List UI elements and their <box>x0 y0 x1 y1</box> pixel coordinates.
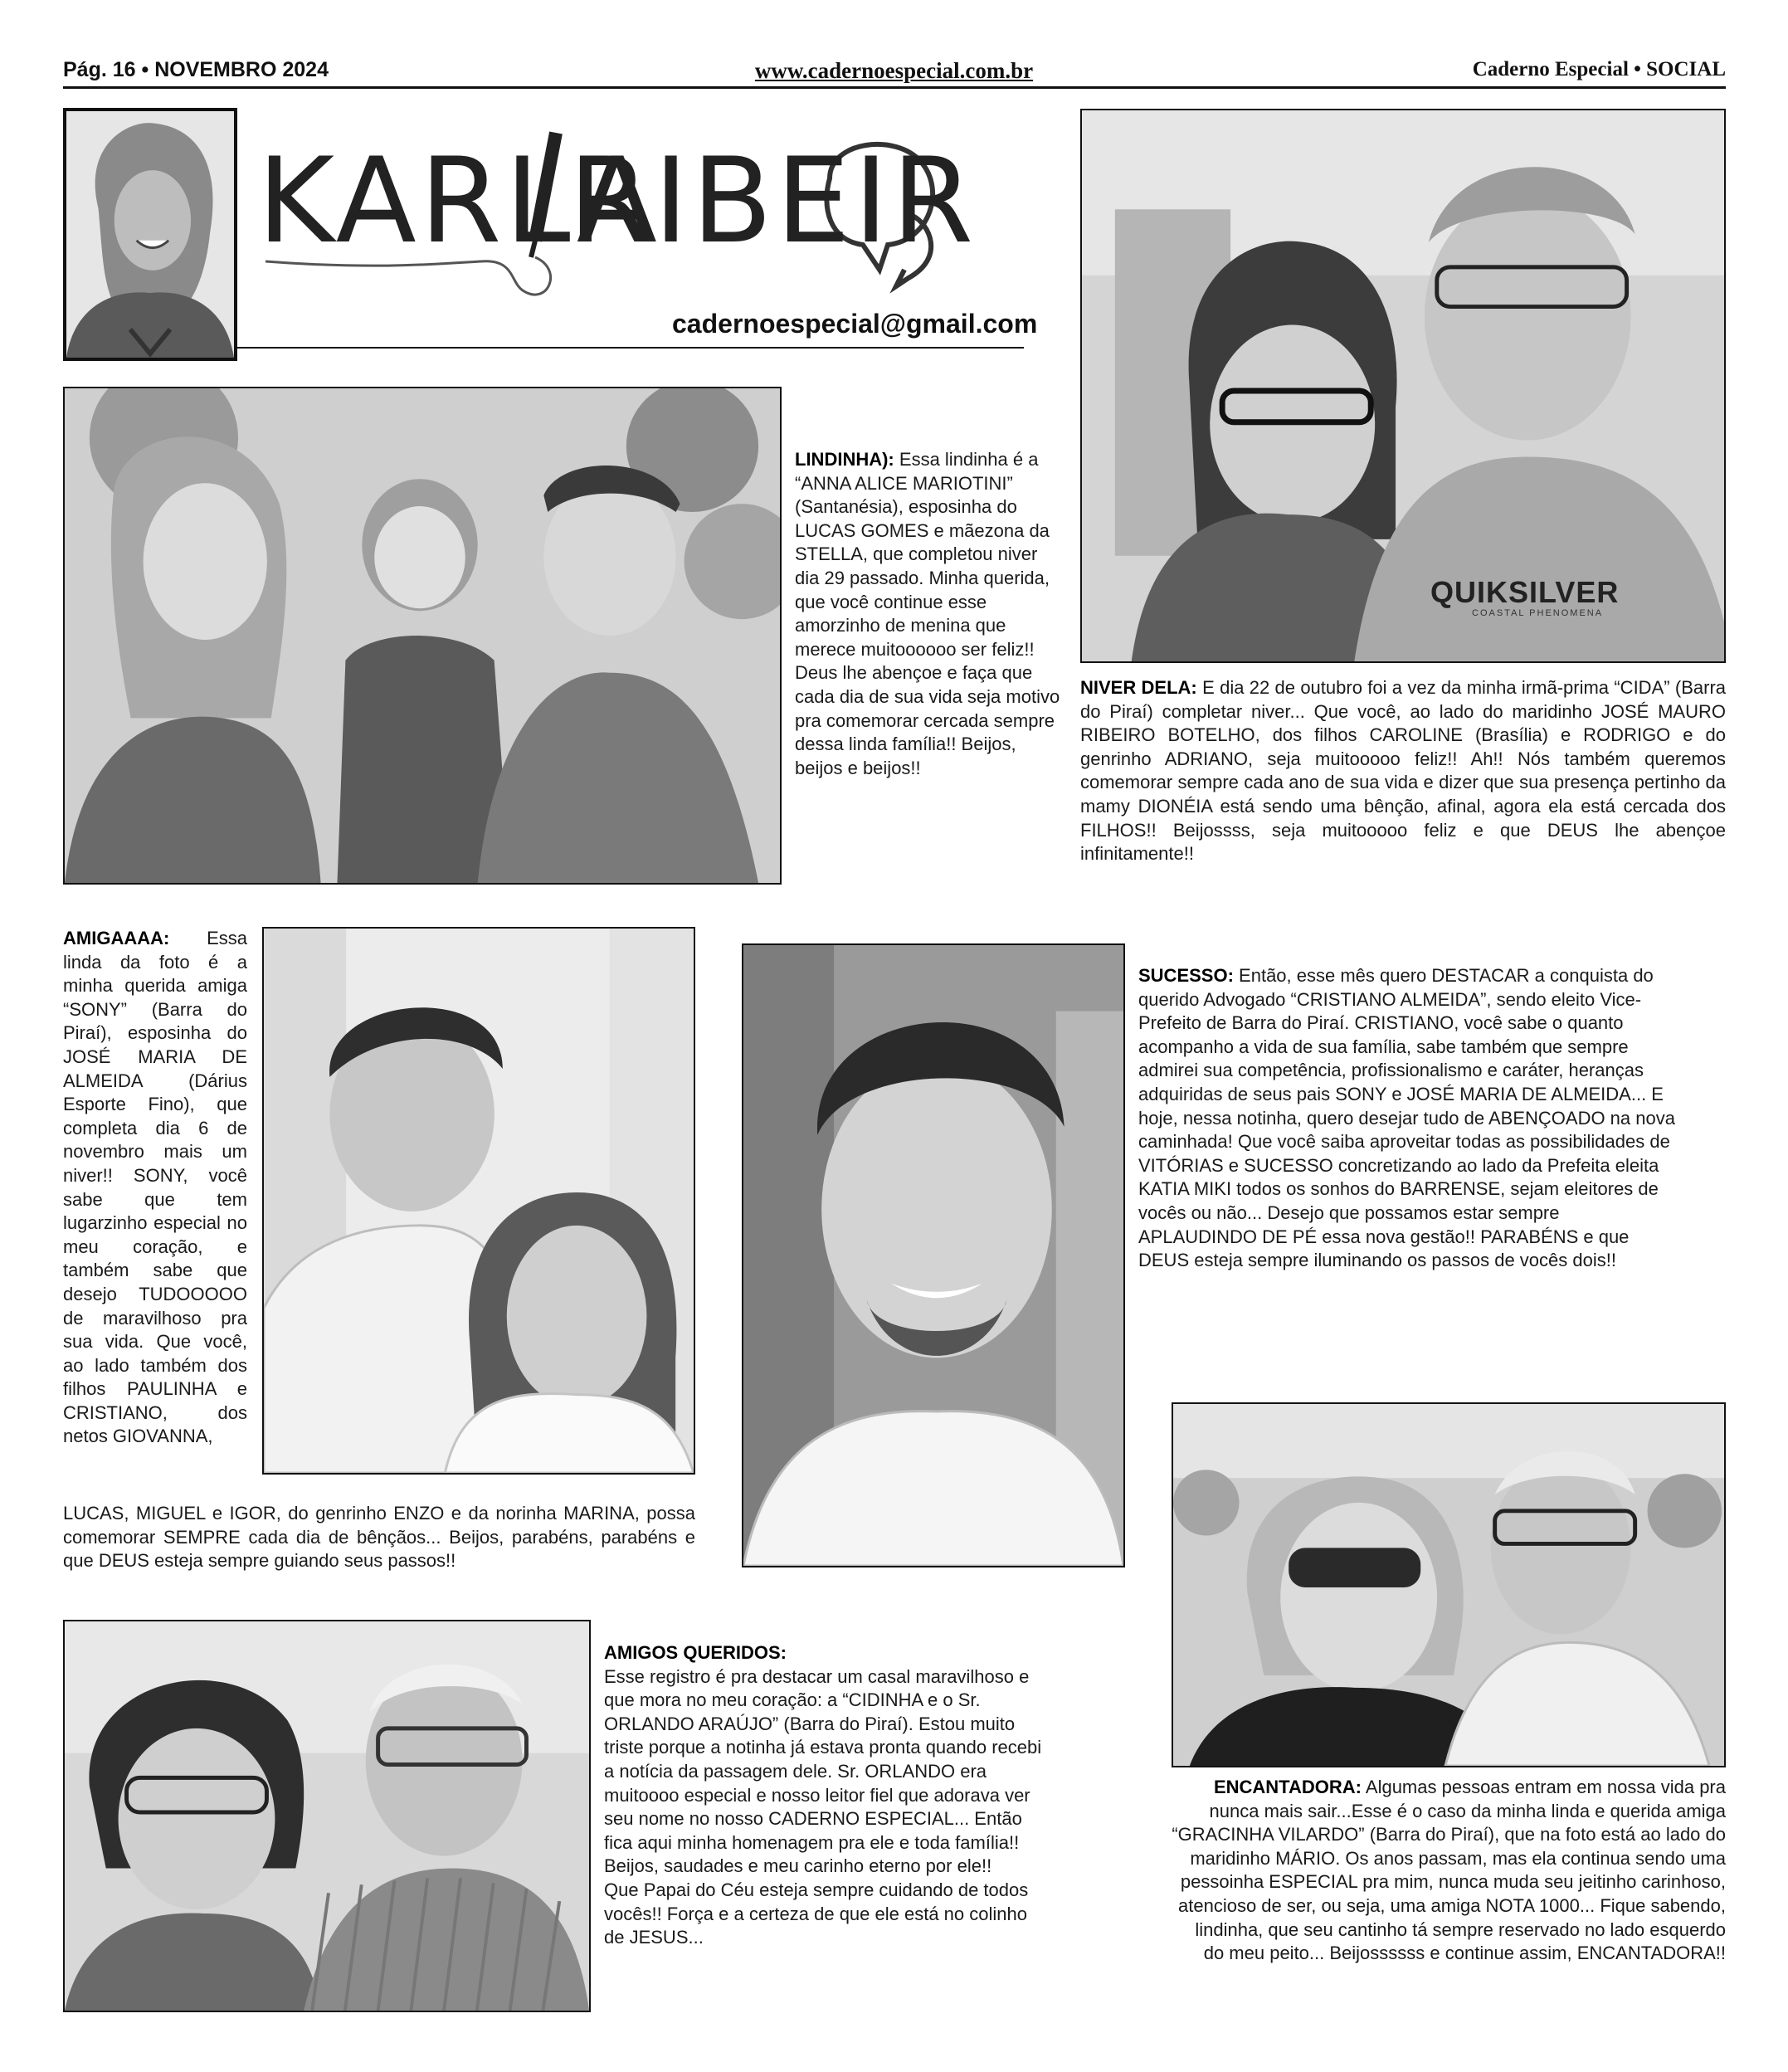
article-amigos-queridos <box>604 1641 1052 1950</box>
article-sucesso <box>1138 964 1682 1273</box>
photo-sucesso <box>742 943 1125 1567</box>
article-amigos-queridos-p2: Beijos, saudades e meu carinho eterno por ele!! <box>604 1855 992 1877</box>
columnist-photo <box>63 108 237 361</box>
article-encantadora <box>1172 1776 1726 1966</box>
photo-niver-dela <box>1080 109 1726 663</box>
article-niver-dela-body: E dia 22 de outubro foi a vez da minha irmã-prima “CIDA” (Barra do Piraí) completar niver... Que você, ao lado do maridinho JOSÉ MAURO RIBEIRO BOTELHO, dos filhos CAROLINE (Brasília) e RODRIGO e do genrinho ADRIANO, seja muitooooo feliz!! Ah!! Nós também queremos comemorar sempre cada ano de sua vida e dizer que sua presença pertinho da mamy DIONÉIA está sendo uma bênção, afinal, agora ela está cercada dos FILHOS!! Beijossss, seja muitooooo feliz e que DEUS lhe abençoe infinitamente!! <box>1080 677 1727 865</box>
article-lindinha <box>795 448 1060 780</box>
page-date: Pág. 16 • NOVEMBRO 2024 <box>63 58 329 81</box>
column-logo <box>249 116 1037 307</box>
article-sucesso-title: SUCESSO: <box>1138 965 1234 986</box>
section-label: Caderno Especial • SOCIAL <box>1472 58 1726 80</box>
shirt-sub: COASTAL PHENOMENA <box>1472 608 1604 618</box>
article-amigaaaa <box>63 927 247 1449</box>
shirt-brand: QUIKSILVER <box>1430 575 1620 609</box>
website-link[interactable]: www.cadernoespecial.com.br <box>754 58 1034 83</box>
header-rule <box>63 86 1726 89</box>
logo-name-left: KARLA <box>257 133 660 270</box>
logo-name-right: RIBEIR <box>568 133 977 270</box>
photo-encantadora <box>1172 1402 1726 1767</box>
photo-amigos-queridos <box>63 1620 591 2012</box>
article-niver-dela <box>1080 676 1726 866</box>
article-lindinha-body: Essa lindinha é a “ANNA ALICE MARIOTINI” (Santanésia), esposinha do LUCAS GOMES e mãezona da STELLA, que completou niver dia 29 passado. Minha querida, que você continue esse amorzinho de menina que merece muitoooooo ser feliz!! Deus lhe abençoe e faça que cada dia de sua vida seja motivo pra comemorar cercada sempre dessa linda família!! Beijos, beijos e beijos!! <box>795 449 1060 778</box>
photo-amigaaaa <box>262 927 695 1475</box>
article-lindinha-title: LINDINHA): <box>795 449 894 470</box>
logo-rule <box>237 347 1024 349</box>
article-amigaaaa-body: Essa linda da foto é a minha querida amiga “SONY” (Barra do Piraí), esposinha do JOSÉ MARIA DE ALMEIDA (Dárius Esporte Fino), que completa dia 6 de novembro mais um niver!! SONY, você sabe que tem lugarzinho especial no meu coração, e também sabe que desejo TUDOOOOO de maravilhoso pra sua vida. Que você, ao lado também dos filhos PAULINHA e CRISTIANO, dos netos GIOVANNA, <box>63 928 247 1447</box>
article-sucesso-body: Então, esse mês quero DESTACAR a conquista do querido Advogado “CRISTIANO ALMEIDA”, sendo eleito Vice-Prefeito de Barra do Piraí. CRISTIANO, você sabe o quanto acompanho a vida de sua família, sabe também que sempre admirei sua competência, profissionalismo e caráter, heranças adquiridas de seus pais SONY e JOSÉ MARIA DE ALMEIDA... E hoje, nessa notinha, quero desejar tudo de ABENÇOADO na nova caminhada! Que você saiba aproveitar todas as possibilidades de VITÓRIAS e SUCESSO concretizando ao lado da Prefeita eleita KATIA MIKI todos os sonhos do BARRENSE, sejam eleitores de vocês ou não... Desejo que possamos estar sempre APLAUDINDO DE PÉ essa nova gestão!! PARABÉNS e que DEUS esteja sempre iluminando os passos de vocês dois!! <box>1138 965 1675 1271</box>
article-amigos-queridos-p1: Esse registro é pra destacar um casal maravilhoso e que mora no meu coração: a “CIDINHA e o Sr. ORLANDO ARAÚJO” (Barra do Piraí). Estou muito triste porque a notinha já estava pronta quando recebi a notícia da passagem dele. Sr. ORLANDO era muitoooo especial e nosso leitor fiel que adorava ver seu nome no nosso CADERNO ESPECIAL... Então fica aqui minha homenagem pra ele e toda família!! <box>604 1665 1042 1853</box>
article-niver-dela-title: NIVER DELA: <box>1080 677 1197 698</box>
article-amigos-queridos-p3: Que Papai do Céu esteja sempre cuidando de todos vocês!! Força e a certeza de que ele está no colinho de JESUS... <box>604 1879 1029 1948</box>
article-amigaaaa-title: AMIGAAAA: <box>63 928 170 948</box>
article-encantadora-body: Algumas pessoas entram em nossa vida pra nunca mais sair...Esse é o caso da minha linda e querida amiga “GRACINHA VILARDO” (Barra do Piraí), que na foto está ao lado do maridinho MÁRIO. Os anos passam, mas ela continua sendo uma pessoinha ESPECIAL pra mim, nunca muda seu jeitinho carinhoso, atencioso de ser, ou seja, uma amiga NOTA 1000... Fique sabendo, lindinha, que seu cantinho tá sempre reservado no lado esquerdo do meu peito... Beijossssss e continue assim, ENCANTADORA!! <box>1172 1777 1726 1964</box>
article-encantadora-title: ENCANTADORA: <box>1213 1777 1362 1797</box>
article-amigaaaa-cont: LUCAS, MIGUEL e IGOR, do genrinho ENZO e da norinha MARINA, possa comemorar SEMPRE cada dia de bênçãos... Beijos, parabéns, parabéns e que DEUS esteja sempre guiando seus passos!! <box>63 1503 695 1572</box>
article-amigos-queridos-title: AMIGOS QUERIDOS: <box>604 1642 787 1663</box>
contact-email[interactable]: cadernoespecial@gmail.com <box>672 309 1038 339</box>
photo-lindinha <box>63 387 782 885</box>
